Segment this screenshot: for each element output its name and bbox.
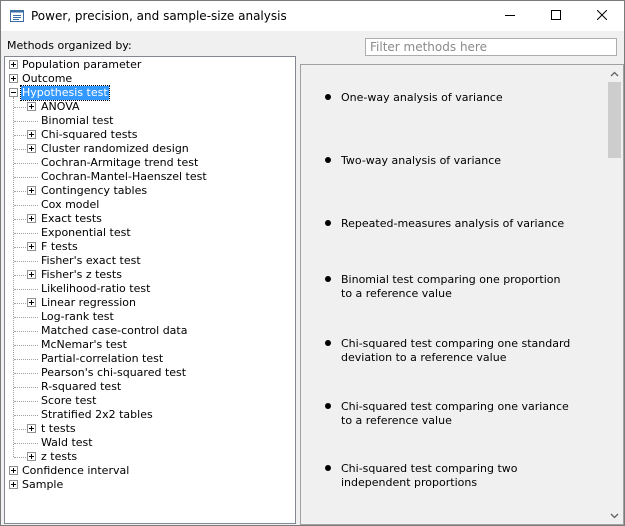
tree-child-node[interactable] — [5, 254, 293, 268]
tree-guide-connector — [14, 331, 38, 332]
tree-node-label: Cochran-Mantel-Haenszel test — [41, 170, 207, 183]
scroll-up-icon — [610, 67, 619, 80]
tree-child-node[interactable] — [5, 352, 293, 366]
tree-node-label: F tests — [41, 240, 78, 253]
tree-node[interactable] — [5, 58, 293, 72]
scroll-up-button[interactable] — [606, 65, 623, 82]
tree-node-label: ANOVA — [41, 100, 80, 113]
tree-guide-connector — [14, 387, 38, 388]
expand-plus-icon[interactable] — [27, 270, 36, 279]
tree-child-node[interactable] — [5, 198, 293, 212]
bullet-icon — [325, 157, 331, 163]
method-label: One-way analysis of variance — [341, 91, 503, 104]
tree-node-label: R-squared test — [41, 380, 122, 393]
close-button[interactable] — [579, 1, 625, 31]
tree-guide-connector — [14, 345, 38, 346]
tree-child-node[interactable] — [5, 408, 293, 422]
app-window-icon — [9, 8, 25, 24]
tree-child-node[interactable] — [5, 324, 293, 338]
tree-node-label: Fisher's z tests — [41, 268, 122, 281]
method-label: Chi-squared test comparing one variance to a reference value — [341, 400, 569, 427]
expand-plus-icon[interactable] — [27, 214, 36, 223]
tree-node-label: Sample — [22, 478, 64, 491]
bullet-icon — [325, 340, 331, 346]
expand-plus-icon[interactable] — [9, 60, 18, 69]
methods-organized-label: Methods organized by: — [7, 39, 132, 52]
tree-guide-connector — [14, 121, 38, 122]
tree-child-node[interactable] — [5, 436, 293, 450]
bullet-icon — [325, 403, 331, 409]
tree-node-label: McNemar's test — [41, 338, 127, 351]
bullet-icon — [325, 220, 331, 226]
tree-node-label: Confidence interval — [22, 464, 130, 477]
tree-node-label: Log-rank test — [41, 310, 114, 323]
tree-child-node[interactable] — [5, 114, 293, 128]
expand-plus-icon[interactable] — [9, 74, 18, 83]
expand-plus-icon[interactable] — [27, 242, 36, 251]
tree-guide-connector — [14, 303, 26, 304]
minimize-icon — [505, 10, 515, 23]
window-title: Power, precision, and sample-size analysis — [31, 9, 287, 23]
method-label: Chi-squared test comparing two independent proportions — [341, 462, 518, 489]
tree-guide-connector — [14, 191, 26, 192]
left-pane — [1, 31, 297, 525]
tree-node-label: Outcome — [22, 72, 73, 85]
expand-plus-icon[interactable] — [9, 466, 18, 475]
filter-methods-input[interactable] — [365, 38, 617, 56]
tree-guide-connector — [14, 359, 38, 360]
tree-guide-connector — [14, 317, 38, 318]
tree-node-label: Likelihood-ratio test — [41, 282, 151, 295]
maximize-button[interactable] — [533, 1, 579, 31]
method-label: Two-way analysis of variance — [341, 154, 502, 167]
tree-child-node[interactable] — [5, 394, 293, 408]
expand-plus-icon[interactable] — [27, 102, 36, 111]
tree-guide-connector — [14, 107, 26, 108]
tree-child-node[interactable] — [5, 128, 293, 142]
tree-node-label: Cox model — [41, 198, 100, 211]
right-pane — [300, 31, 624, 525]
tree-child-node[interactable] — [5, 142, 293, 156]
tree-child-node[interactable] — [5, 226, 293, 240]
method-label: Binomial test comparing one proportion to a reference value — [341, 273, 561, 300]
tree-node-label: Fisher's exact test — [41, 254, 141, 267]
tree-node-label: Contingency tables — [41, 184, 148, 197]
tree-node[interactable] — [5, 478, 293, 492]
tree-child-node[interactable] — [5, 366, 293, 380]
tree-node-label: z tests — [41, 450, 78, 463]
title-bar[interactable] — [1, 1, 624, 31]
tree-guide-connector — [14, 219, 26, 220]
expand-plus-icon[interactable] — [27, 144, 36, 153]
tree-node-label: Matched case-control data — [41, 324, 188, 337]
tree-node-label: Wald test — [41, 436, 93, 449]
tree-guide-connector — [14, 163, 38, 164]
methods-tree[interactable] — [4, 56, 296, 524]
expand-plus-icon[interactable] — [27, 452, 36, 461]
tree-guide-connector — [14, 401, 38, 402]
tree-guide-connector — [14, 373, 38, 374]
expand-plus-icon[interactable] — [27, 424, 36, 433]
tree-guide-connector — [14, 177, 38, 178]
minimize-button[interactable] — [487, 1, 533, 31]
expand-plus-icon[interactable] — [27, 298, 36, 307]
tree-child-node[interactable] — [5, 310, 293, 324]
tree-child-node[interactable] — [5, 240, 293, 254]
bullet-icon — [325, 94, 331, 100]
tree-node-label: Cochran-Armitage trend test — [41, 156, 199, 169]
tree-node-label: Linear regression — [41, 296, 136, 309]
tree-guide-connector — [14, 457, 26, 458]
tree-child-node[interactable] — [5, 212, 293, 226]
tree-node-label: Cluster randomized design — [41, 142, 189, 155]
method-label: Repeated-measures analysis of variance — [341, 217, 565, 230]
tree-node-label: Hypothesis test — [22, 86, 108, 99]
tree-child-node[interactable] — [5, 296, 293, 310]
tree-node-label: Exact tests — [41, 212, 102, 225]
tree-guide-connector — [14, 247, 26, 248]
tree-node-label: Binomial test — [41, 114, 114, 127]
tree-node-label: Score test — [41, 394, 97, 407]
tree-node-label: t tests — [41, 422, 76, 435]
expand-plus-icon[interactable] — [9, 480, 18, 489]
maximize-icon — [551, 10, 561, 23]
tree-node-label: Pearson's chi-squared test — [41, 366, 187, 379]
tree-child-node[interactable] — [5, 156, 293, 170]
tree-node[interactable] — [5, 86, 293, 100]
collapse-minus-icon[interactable] — [9, 88, 18, 97]
tree-guide-connector — [14, 135, 26, 136]
method-label: Chi-squared test comparing one standard deviation to a reference value — [341, 337, 571, 364]
tree-child-node[interactable] — [5, 422, 293, 436]
tree-child-node[interactable] — [5, 450, 293, 464]
tree-node-label: Population parameter — [22, 58, 142, 71]
tree-guide-connector — [14, 149, 26, 150]
tree-node-label: Chi-squared tests — [41, 128, 138, 141]
close-icon — [597, 10, 607, 23]
tree-guide-connector — [14, 233, 38, 234]
tree-guide-connector — [14, 429, 26, 430]
scrollbar-thumb[interactable] — [608, 82, 621, 158]
tree-guide-connector — [14, 415, 38, 416]
scroll-down-icon — [610, 509, 619, 522]
tree-child-node[interactable] — [5, 282, 293, 296]
methods-list[interactable] — [300, 64, 624, 525]
tree-node-label: Exponential test — [41, 226, 131, 239]
tree-node-label: Partial-correlation test — [41, 352, 164, 365]
tree-guide-connector — [14, 261, 38, 262]
tree-child-node[interactable] — [5, 100, 293, 114]
vertical-scrollbar[interactable] — [606, 65, 623, 524]
scroll-down-button[interactable] — [606, 507, 623, 524]
tree-child-node[interactable] — [5, 338, 293, 352]
tree-child-node[interactable] — [5, 170, 293, 184]
bullet-icon — [325, 465, 331, 471]
expand-plus-icon[interactable] — [27, 130, 36, 139]
bullet-icon — [325, 276, 331, 282]
tree-node-label: Stratified 2x2 tables — [41, 408, 153, 421]
tree-child-node[interactable] — [5, 184, 293, 198]
tree-child-node[interactable] — [5, 380, 293, 394]
tree-guide-connector — [14, 205, 38, 206]
expand-plus-icon[interactable] — [27, 186, 36, 195]
tree-guide-connector — [14, 289, 38, 290]
tree-node[interactable] — [5, 464, 293, 478]
tree-guide-connector — [14, 443, 38, 444]
tree-child-node[interactable] — [5, 268, 293, 282]
tree-guide-connector — [14, 275, 26, 276]
tree-node[interactable] — [5, 72, 293, 86]
